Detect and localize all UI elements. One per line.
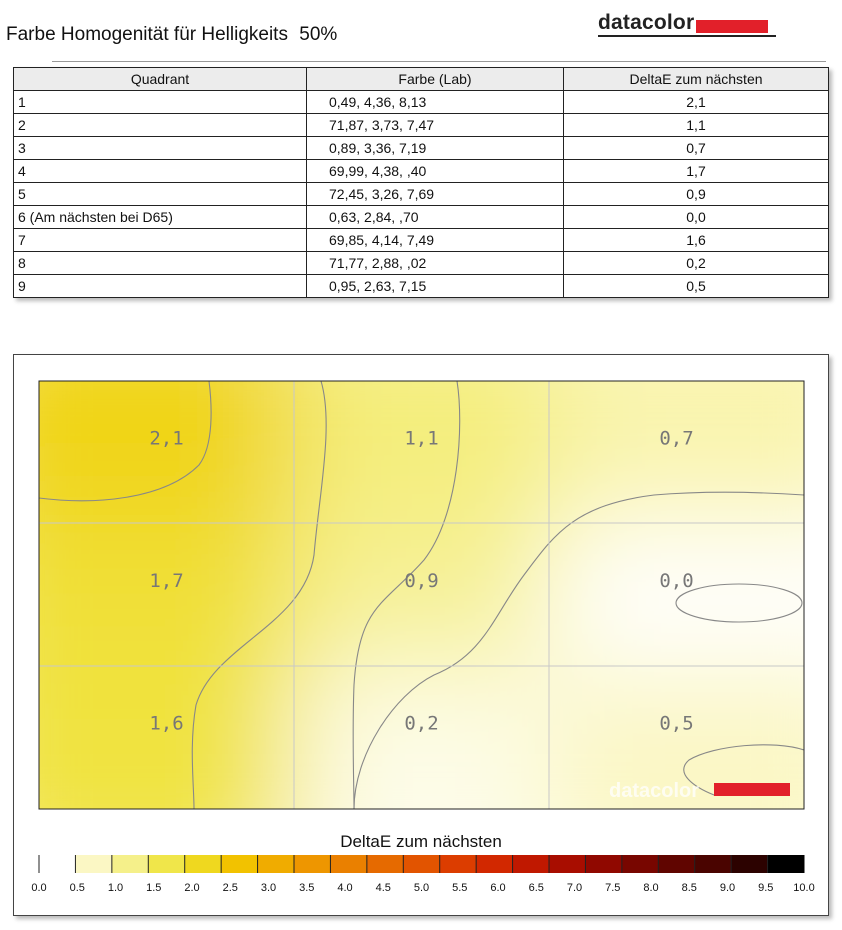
quadrant-cell: 2 xyxy=(14,114,307,137)
scale-tick-label: 8.5 xyxy=(681,882,697,894)
deltae-cell: 1,6 xyxy=(564,229,829,252)
scale-tick-label: 3.0 xyxy=(260,882,277,894)
scale-tick-label: 5.0 xyxy=(413,882,430,894)
scale-tick-label: 0.5 xyxy=(69,882,85,894)
divider xyxy=(52,61,826,62)
scale-tick-label: 3.5 xyxy=(299,882,315,894)
table-row xyxy=(14,160,829,183)
scale-swatch xyxy=(513,855,550,873)
scale-tick-label: 8.0 xyxy=(643,882,659,894)
table-row xyxy=(14,229,829,252)
scale-tick-label: 2.0 xyxy=(184,882,200,894)
scale-tick-label: 7.5 xyxy=(605,882,621,894)
scale-tick-label: 0.0 xyxy=(31,882,47,894)
quadrant-cell: 3 xyxy=(14,137,307,160)
scale-swatch xyxy=(549,855,586,873)
scale-swatch xyxy=(75,855,112,873)
scale-swatch xyxy=(294,855,331,873)
lab-cell: 0,95, 2,63, 7,15 xyxy=(307,275,564,298)
lab-cell: 0,89, 3,36, 7,19 xyxy=(307,137,564,160)
scale-swatch xyxy=(112,855,149,873)
scale-tick-label: 6.0 xyxy=(490,882,506,894)
scale-swatch xyxy=(330,855,367,873)
cell-value-label: 1,1 xyxy=(404,427,439,450)
quadrant-cell: 5 xyxy=(14,183,307,206)
watermark-text: datacolor xyxy=(609,780,700,802)
scale-swatch xyxy=(258,855,295,873)
scale-swatch xyxy=(440,855,477,873)
scale-tick-label: 4.5 xyxy=(375,882,391,894)
scale-tick-label: 6.5 xyxy=(528,882,544,894)
column-header: Farbe (Lab) xyxy=(307,68,564,91)
cell-value-label: 0,7 xyxy=(659,427,694,450)
cell-value-label: 1,7 xyxy=(149,570,184,592)
scale-swatch xyxy=(221,855,258,873)
lab-cell: 71,77, 2,88, ,02 xyxy=(307,252,564,275)
table-row xyxy=(14,114,829,137)
quadrant-cell: 1 xyxy=(14,91,307,114)
deltae-cell: 2,1 xyxy=(564,91,829,114)
uniformity-heatmap xyxy=(14,355,828,915)
scale-swatch xyxy=(367,855,404,873)
scale-swatch xyxy=(39,855,76,873)
table-row xyxy=(14,206,829,229)
cell-value-label: 0,9 xyxy=(404,570,439,592)
cell-value-label: 1,6 xyxy=(149,712,184,735)
scale-tick-label: 7.0 xyxy=(566,882,583,894)
scale-swatch xyxy=(768,855,805,873)
deltae-cell: 0,5 xyxy=(564,275,829,298)
title-text: Farbe Homogenität für Helligkeits xyxy=(6,24,288,45)
lab-cell: 71,87, 3,73, 7,47 xyxy=(307,114,564,137)
heat-cell xyxy=(549,524,828,667)
deltae-cell: 0,9 xyxy=(564,183,829,206)
cell-value-label: 0,2 xyxy=(404,712,439,735)
scale-tick-label: 1.5 xyxy=(146,882,162,894)
scale-swatch xyxy=(476,855,513,873)
logo-underline xyxy=(598,35,776,37)
table-header-row xyxy=(14,68,829,91)
quadrant-cell: 8 xyxy=(14,252,307,275)
table-row xyxy=(14,275,829,298)
deltae-cell: 1,1 xyxy=(564,114,829,137)
quadrant-cell: 6 (Am nächsten bei D65) xyxy=(14,206,307,229)
scale-tick-label: 5.5 xyxy=(452,882,468,894)
heat-cell xyxy=(14,524,294,667)
cell-value-label: 0,5 xyxy=(659,712,694,735)
scale-swatch xyxy=(403,855,440,873)
quadrant-table xyxy=(13,67,829,298)
deltae-cell: 0,2 xyxy=(564,252,829,275)
scale-tick-label: 10.0 xyxy=(793,882,815,894)
lab-cell: 0,49, 4,36, 8,13 xyxy=(307,91,564,114)
quadrant-cell: 9 xyxy=(14,275,307,298)
color-scale xyxy=(31,855,814,894)
heatmap-panel xyxy=(13,354,829,916)
logo-bar xyxy=(696,20,768,33)
scale-swatch xyxy=(658,855,695,873)
scale-swatch xyxy=(695,855,732,873)
quadrant-cell: 4 xyxy=(14,160,307,183)
table-row xyxy=(14,91,829,114)
scale-swatch xyxy=(731,855,768,873)
datacolor-logo xyxy=(598,12,768,34)
scale-tick-label: 1.0 xyxy=(107,882,124,894)
scale-swatch xyxy=(585,855,622,873)
column-header: Quadrant xyxy=(14,68,307,91)
scale-tick-label: 9.0 xyxy=(719,882,736,894)
lab-cell: 69,85, 4,14, 7,49 xyxy=(307,229,564,252)
table-row xyxy=(14,252,829,275)
table-row xyxy=(14,137,829,160)
scale-tick-label: 4.0 xyxy=(337,882,353,894)
deltae-cell: 0,7 xyxy=(564,137,829,160)
table-row xyxy=(14,183,829,206)
scale-swatch xyxy=(622,855,659,873)
watermark-bar xyxy=(714,783,790,796)
scale-swatch xyxy=(148,855,185,873)
report-title xyxy=(6,24,343,46)
column-header: DeltaE zum nächsten xyxy=(564,68,829,91)
legend-title: DeltaE zum nächsten xyxy=(340,832,502,851)
deltae-cell: 1,7 xyxy=(564,160,829,183)
lab-cell: 0,63, 2,84, ,70 xyxy=(307,206,564,229)
quadrant-cell: 7 xyxy=(14,229,307,252)
brightness-value: 50% xyxy=(299,24,338,45)
scale-tick-label: 9.5 xyxy=(758,882,774,894)
cell-value-label: 2,1 xyxy=(149,427,184,450)
scale-swatch xyxy=(185,855,222,873)
scale-tick-label: 2.5 xyxy=(222,882,238,894)
deltae-cell: 0,0 xyxy=(564,206,829,229)
logo-text: datacolor xyxy=(598,11,695,34)
lab-cell: 69,99, 4,38, ,40 xyxy=(307,160,564,183)
lab-cell: 72,45, 3,26, 7,69 xyxy=(307,183,564,206)
cell-value-label: 0,0 xyxy=(659,570,694,592)
